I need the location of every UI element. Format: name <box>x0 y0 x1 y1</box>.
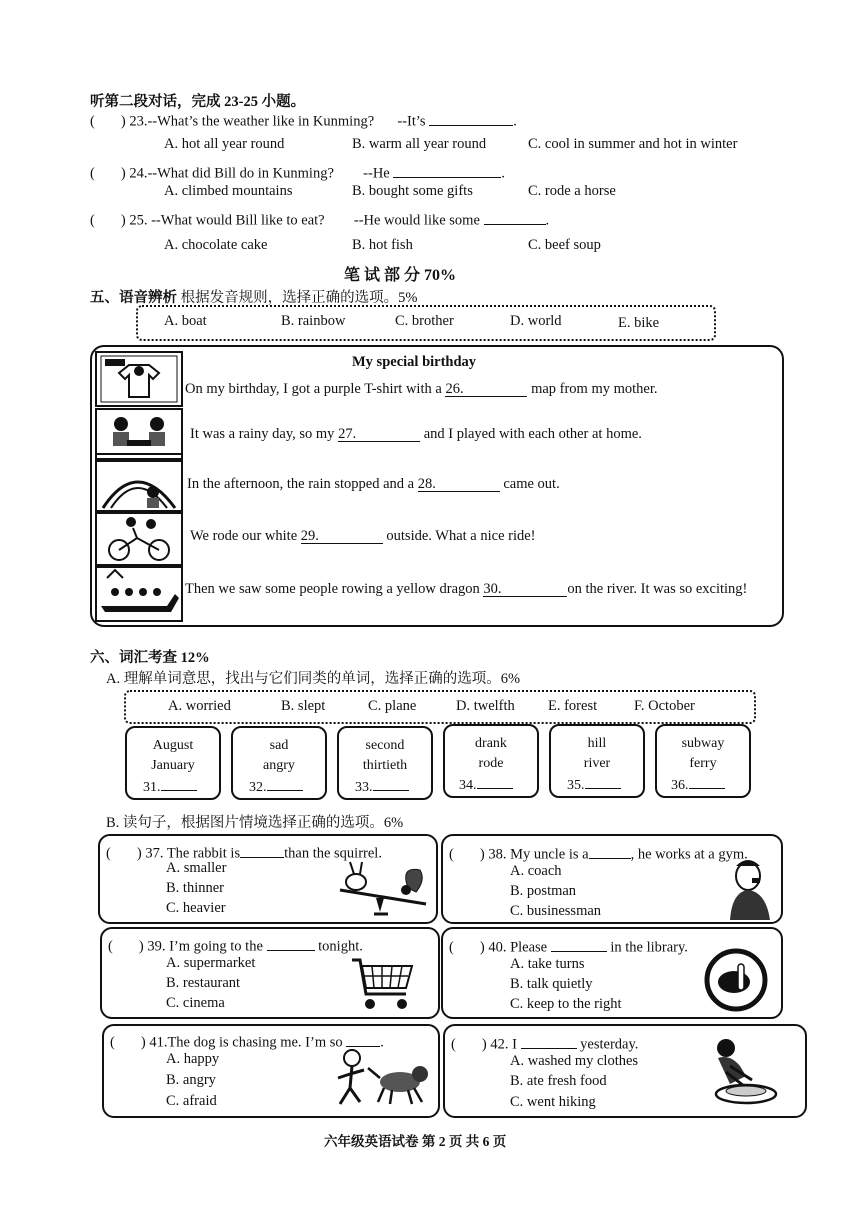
quiet-sign-icon <box>704 948 768 1012</box>
phonics-option-d: D. world <box>510 313 562 329</box>
section6-title: 六、词汇考查 12% <box>90 650 210 666</box>
q39-option-b: B. restaurant <box>166 975 241 991</box>
q24-option-a: A. climbed mountains <box>164 183 293 199</box>
question-25-stem: 25. --What would Bill like to eat? <box>129 212 325 229</box>
vocab-option-b: B. slept <box>281 698 326 714</box>
bike-ride-icon <box>95 512 183 566</box>
q37-option-b: B. thinner <box>166 880 224 896</box>
blank-38[interactable] <box>589 843 631 859</box>
story-title: My special birthday <box>352 354 477 370</box>
dog-chasing-icon <box>330 1048 434 1106</box>
blank-42[interactable] <box>521 1033 577 1049</box>
word-group-31: August January 31. <box>125 726 221 800</box>
q40-option-b: B. talk quietly <box>510 976 593 992</box>
word-group-32: sad angry 32. <box>231 726 327 800</box>
question-24: ( ) 24.--What did Bill do in Kunming? --He . <box>90 162 505 183</box>
vocab-option-c: C. plane <box>368 698 417 714</box>
question-38-stem: ( ) 38. My uncle is a , he works at a gym. <box>449 843 748 864</box>
story-sentence-29: We rode our white 29. outside. What a nice ride! <box>190 528 536 544</box>
blank-29[interactable]: 29. <box>301 528 383 544</box>
blank-41[interactable] <box>346 1031 380 1047</box>
question-39-stem: ( ) 39. I’m going to the tonight. <box>108 935 363 956</box>
blank-32[interactable] <box>267 776 303 791</box>
q41-option-a: A. happy <box>166 1051 220 1067</box>
q38-option-c: C. businessman <box>510 903 602 919</box>
washing-clothes-icon <box>700 1036 780 1108</box>
blank-36[interactable] <box>689 774 725 789</box>
vocab-option-a: A. worried <box>168 698 231 714</box>
blank-28[interactable]: 28. <box>418 476 500 492</box>
page-footer: 六年级英语试卷 第 2 页 共 6 页 <box>324 1134 507 1149</box>
phonics-option-c: C. brother <box>395 313 454 329</box>
phonics-option-b: B. rainbow <box>281 313 346 329</box>
shopping-cart-icon <box>350 956 416 1014</box>
section5-header: 五、语音辨析 根据发音规则，选择正确的选项。5% <box>90 290 418 306</box>
blank-35[interactable] <box>585 774 621 789</box>
q37-option-c: C. heavier <box>166 900 226 916</box>
question-42-stem: ( ) 42. I yesterday. <box>451 1033 638 1054</box>
question-37-stem: ( ) 37. The rabbit is than the squirrel. <box>106 842 382 863</box>
question-41-stem: ( ) 41.The dog is chasing me. I’m so . <box>110 1031 384 1052</box>
q40-option-c: C. keep to the right <box>510 996 622 1012</box>
q39-option-c: C. cinema <box>166 995 225 1011</box>
coach-whistle-icon <box>726 858 774 920</box>
blank-26[interactable]: 26. <box>445 381 527 397</box>
blank-31[interactable] <box>161 776 197 791</box>
q25-option-a: A. chocolate cake <box>164 237 268 253</box>
blank-27[interactable]: 27. <box>338 426 420 442</box>
tshirt-gift-icon <box>95 351 183 407</box>
q39-option-a: A. supermarket <box>166 955 256 971</box>
q25-option-b: B. hot fish <box>352 237 413 253</box>
story-sentence-27: It was a rainy day, so my 27. and I played with each other at home. <box>190 426 642 442</box>
question-40-stem: ( ) 40. Please in the library. <box>449 936 688 957</box>
blank-30[interactable]: 30. <box>483 581 567 597</box>
blank-39[interactable] <box>267 935 315 951</box>
answer-blank[interactable] <box>484 209 546 225</box>
story-sentence-26: On my birthday, I got a purple T-shirt with a 26. map from my mother. <box>185 381 658 397</box>
q41-option-b: B. angry <box>166 1072 216 1088</box>
q41-option-c: C. afraid <box>166 1093 217 1109</box>
word-group-36: subway ferry 36. <box>655 724 751 798</box>
q40-option-a: A. take turns <box>510 956 585 972</box>
written-section-title: 笔 试 部 分 70% <box>344 267 457 284</box>
word-group-34: drank rode 34. <box>443 724 539 798</box>
story-sentence-28: In the afternoon, the rain stopped and a 28. came out. <box>187 476 560 492</box>
blank-40[interactable] <box>551 936 607 952</box>
question-23-stem: 23.--What’s the weather like in Kunming? <box>129 113 375 130</box>
blank-33[interactable] <box>373 776 409 791</box>
q23-option-c: C. cool in summer and hot in winter <box>528 136 738 152</box>
blank-34[interactable] <box>477 774 513 789</box>
dragon-boat-icon <box>95 566 183 622</box>
q42-option-b: B. ate fresh food <box>510 1073 607 1089</box>
question-24-stem: 24.--What did Bill do in Kunming? <box>129 165 334 182</box>
word-group-35: hill river 35. <box>549 724 645 798</box>
answer-blank[interactable] <box>429 110 513 126</box>
q24-option-b: B. bought some gifts <box>352 183 473 199</box>
q42-option-a: A. washed my clothes <box>510 1053 639 1069</box>
vocab-option-e: E. forest <box>548 698 598 714</box>
q23-option-b: B. warm all year round <box>352 136 487 152</box>
question-23: ( ) 23.--What’s the weather like in Kunming? --It’s . <box>90 110 517 131</box>
q38-option-b: B. postman <box>510 883 577 899</box>
listening-header: 听第二段对话，完成 23-25 小题。 <box>90 94 306 110</box>
phonics-option-a: A. boat <box>164 313 207 329</box>
word-group-33: second thirtieth 33. <box>337 726 433 800</box>
q24-option-c: C. rode a horse <box>528 183 616 199</box>
phonics-option-e: E. bike <box>618 315 660 331</box>
q38-option-a: A. coach <box>510 863 562 879</box>
section6-partA-instruction: A. 理解单词意思，找出与它们同类的单词，选择正确的选项。6% <box>106 671 521 687</box>
rabbit-seesaw-icon <box>336 860 430 916</box>
q23-option-a: A. hot all year round <box>164 136 285 152</box>
story-sentence-30: Then we saw some people rowing a yellow dragon 30. on the river. It was so exciting! <box>185 581 748 597</box>
rainbow-icon <box>95 460 183 512</box>
vocab-option-d: D. twelfth <box>456 698 515 714</box>
section6-partB-instruction: B. 读句子，根据图片情境选择正确的选项。6% <box>106 815 404 831</box>
brothers-playing-icon <box>95 408 183 460</box>
q25-option-c: C. beef soup <box>528 237 601 253</box>
answer-blank[interactable] <box>393 162 501 178</box>
blank-37[interactable] <box>240 842 284 858</box>
vocab-option-f: F. October <box>634 698 695 714</box>
q42-option-c: C. went hiking <box>510 1094 596 1110</box>
question-25: ( ) 25. --What would Bill like to eat? --He would like some . <box>90 209 549 230</box>
q37-option-a: A. smaller <box>166 860 227 876</box>
